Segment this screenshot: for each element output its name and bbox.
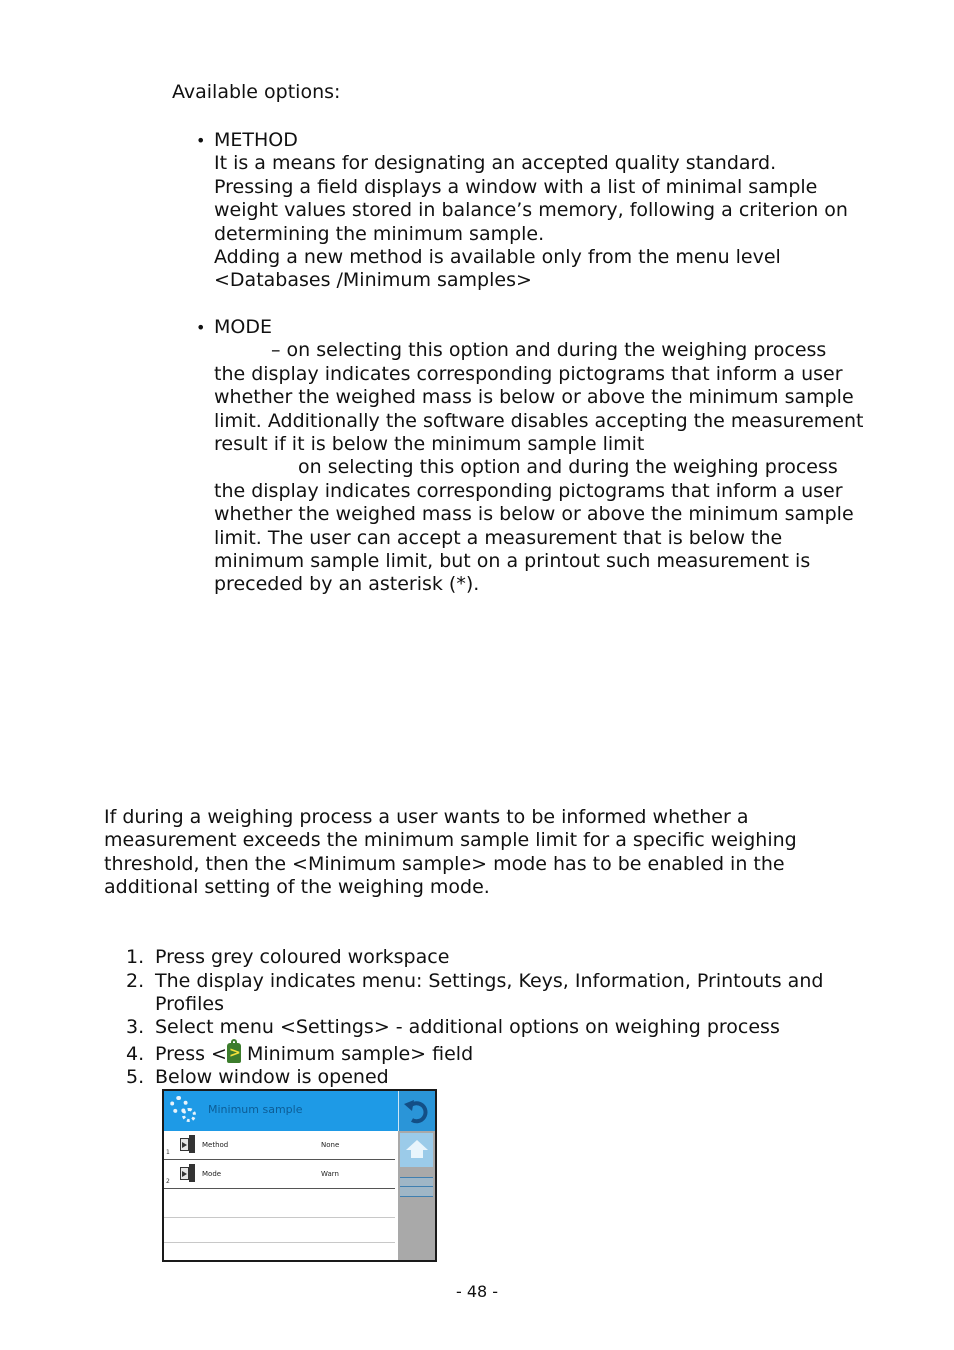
mode-line: limit. Additionally the software disables accepting the measurement [214,409,864,432]
gear-icon [182,1108,196,1122]
step-number: 4. [126,1043,145,1065]
info-line: threshold, then the <Minimum sample> mode has to be enabled in the [104,852,785,875]
mode-line: the display indicates corresponding pictograms that inform a user [214,362,843,385]
method-title: METHOD [214,129,298,151]
mode-line: limit. The user can accept a measurement that is below the [214,526,783,549]
info-paragraph [104,806,884,900]
row-number: 2 [166,1178,170,1185]
info-line: additional setting of the weighing mode. [104,876,490,899]
mode-bullet: • [196,318,206,337]
info-line: measurement exceeds the minimum sample limit for a specific weighing [104,829,797,852]
step-text: Select menu <Settings> - additional options on weighing process [155,1016,780,1038]
method-line: <Databases /Minimum samples> [214,269,532,292]
method-line: It is a means for designating an accepted quality standard. [214,152,777,175]
method-line: weight values stored in balance’s memory, following a criterion on [214,199,848,222]
mode-title: MODE [214,316,272,338]
step-number: 5. [126,1066,145,1088]
method-line: Pressing a field displays a window with a list of minimal sample [214,175,818,198]
mode-line: whether the weighed mass is below or above the minimum sample [214,386,854,409]
list-item-empty [164,1238,395,1262]
back-button[interactable] [398,1091,436,1131]
step-text: Below window is opened [155,1066,389,1088]
mode-line: on selecting this option and during the weighing process [298,456,838,479]
row-label: Mode [202,1170,222,1178]
window-title: Minimum sample [208,1103,303,1116]
minimum-sample-weight-icon: > [228,1045,241,1061]
step-number: 3. [126,1016,145,1038]
mode-line: preceded by an asterisk (*). [214,573,480,596]
intro-text: Available options: [172,81,341,103]
settings-list [164,1131,398,1262]
mode-line: the display indicates corresponding pictograms that inform a user [214,479,843,502]
step-text: The display indicates menu: Settings, Keys, Information, Printouts and [155,970,824,992]
weight-icon [180,1135,196,1153]
method-section [214,129,884,293]
window-header [164,1091,398,1131]
mode-line: minimum sample limit, but on a printout such measurement is [214,550,811,573]
page-number: - 48 - [456,1282,499,1301]
list-item-method[interactable] [164,1131,395,1160]
undo-arrow-icon [402,1094,432,1128]
row-value: Warn [321,1170,339,1178]
scroll-up-button[interactable] [400,1133,433,1167]
mode-section [214,316,884,597]
row-label: Method [202,1141,229,1149]
mode-line: – on selecting this option and during the weighing process [271,339,827,362]
arrow-up-icon [406,1140,428,1150]
minimum-sample-window [162,1089,437,1262]
weight-icon [180,1164,196,1182]
step-text: Minimum sample> field [240,1043,474,1065]
step-number: 1. [126,946,145,968]
info-line: If during a weighing process a user wants to be informed whether a [104,806,749,828]
scroll-thumb[interactable] [400,1177,433,1197]
list-item-mode[interactable] [164,1160,395,1189]
method-line: determining the minimum sample. [214,222,545,245]
row-number: 1 [166,1149,170,1156]
method-line: Adding a new method is available only from the menu level [214,246,781,269]
step-text: Profiles [155,993,224,1015]
mode-line: result if it is below the minimum sample limit [214,433,645,456]
step-text: Press < [155,1043,227,1065]
method-bullet: • [196,131,206,150]
mode-line: whether the weighed mass is below or above the minimum sample [214,503,854,526]
step-number: 2. [126,970,145,992]
scrollbar[interactable] [398,1131,435,1262]
row-value: None [321,1141,340,1149]
step-text: Press grey coloured workspace [155,946,450,968]
